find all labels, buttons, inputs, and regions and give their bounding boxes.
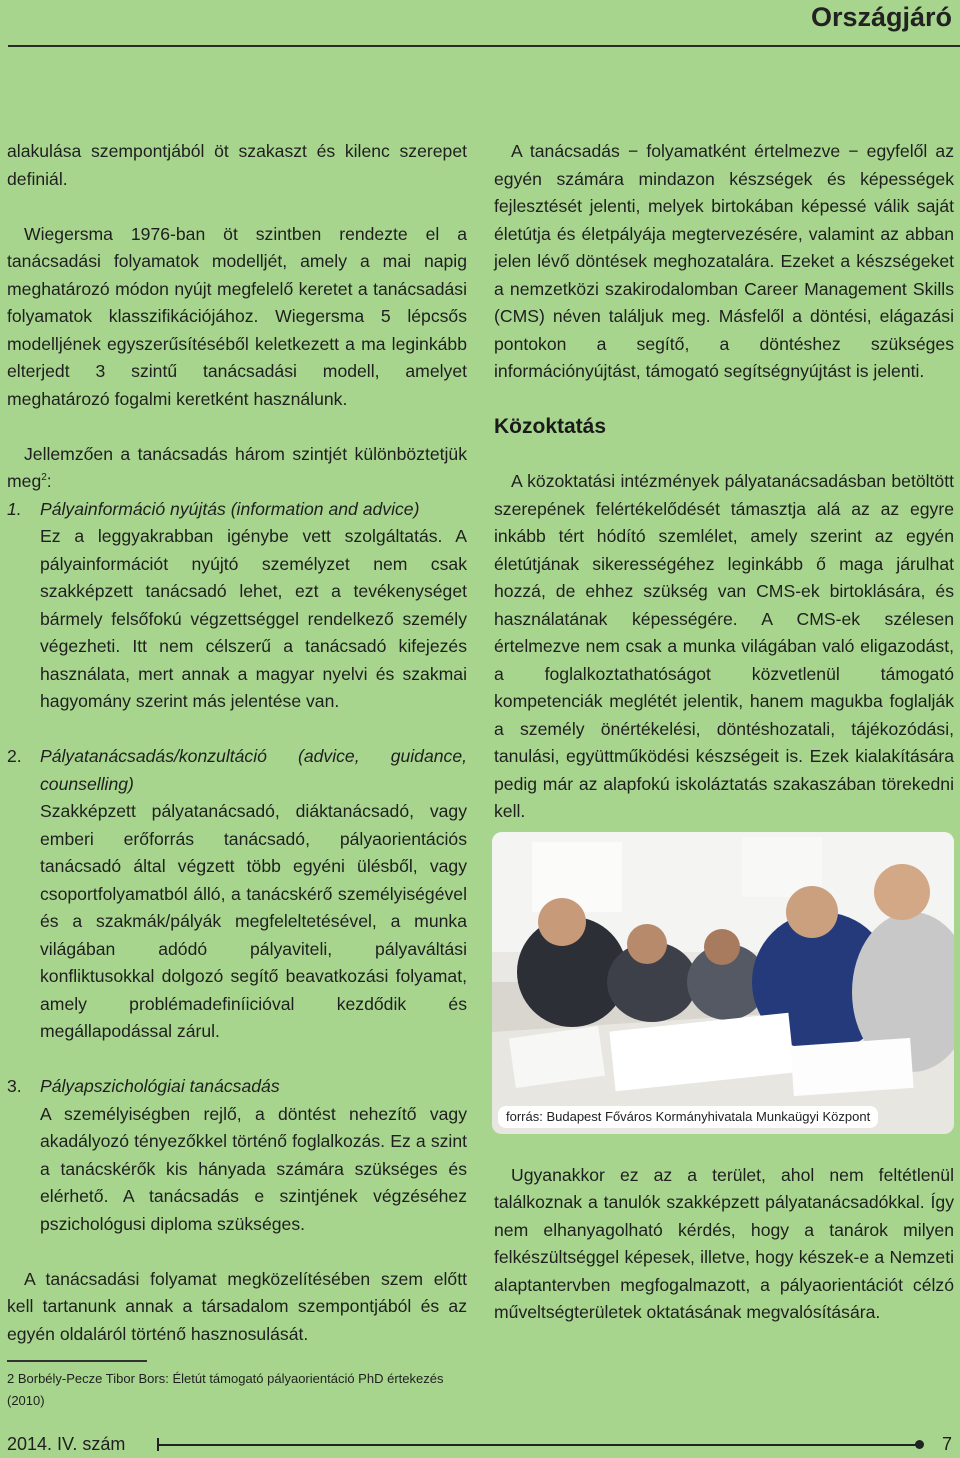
list-item-text: A személyiségben rejlő, a döntést nehezítő vagy akadályozó tényezőkkel történő foglalkozás. Ez a szint a tanácskérők kis hányada számára szükséges és elérhető. A tanácsadás e szintjének végzéséhez pszichológusi diploma szükséges. xyxy=(40,1103,467,1234)
list-item-title: Pályapszichológiai tanácsadás xyxy=(40,1076,280,1096)
list-item-body xyxy=(40,1073,467,1238)
list-item xyxy=(7,743,467,1046)
right-paragraph-3: Ugyanakkor ez az a terület, ahol nem feltétlenül találkoznak a tanulók szakképzett pályatanácsadókkal. Így nem elhanyagolható kérdés, hogy a tanárok milyen felkészültséggel képesek, illetve, hogy készek-e a Nemzeti alaptantervben megfogalmazott, a pályaorientációt célzó műveltségterületek oktatásának megvalósítására. xyxy=(494,1164,954,1322)
list-item-number: 2. xyxy=(7,746,22,766)
right-paragraph-2: A közoktatási intézmények pályatanácsadásban betöltött szerepének felértékelődését támasztja alá az az egyre inkább tért hódító szemlélet, amely szerint az egyén életútjának sikerességéhez leginkább ő maga járulhat hozzá, de ehhez szükség van CMS-ek birtoklására, és használatának képességére. A CMS-ek szélesen értelmezve nem csak a munka világában való eligazodást, a foglalkoztathatóságot közvetlenül támogató kompetenciák meglétét jelentik, hanem magukba foglalják a személy önértékelési, döntéshozatali, tájékozódási, tanulási, együttműködési készségeit is. Ezek kialakítására pedig már az alapfokú iskoláztatás szakaszában törekedni kell. xyxy=(494,471,954,821)
list-item-text: Ez a leggyakrabban igénybe vett szolgáltatás. A pályainformációt nyújtó személyzet nem csak szakképzett tanácsadó lehet, ezt a tevékenységet bármely felsőfokú végzettséggel rendelkező személy végezheti. Itt nem célszerű a tanácsadó kifejezés használata, mert annak a magyar nyelvi és szakmai hagyomány szerint más jelentése van. xyxy=(40,526,467,711)
page-footer xyxy=(7,1433,952,1455)
left-paragraph-4: A tanácsadási folyamat megközelítésében szem előtt kell tartanunk annak a társadalom szempontjából és az egyén oldaláról történő hasznosulását. xyxy=(7,1268,467,1344)
section-title: Országjáró xyxy=(810,2,952,32)
section-heading: Közoktatás xyxy=(494,415,607,438)
levels-intro-text: Jellemzően a tanácsadás három szintjét különböztetjük meg xyxy=(7,443,467,491)
photo-illustration xyxy=(492,832,954,1134)
footnote-rule xyxy=(7,1360,147,1362)
classroom-photo xyxy=(492,832,954,1134)
list-item-body xyxy=(40,743,467,1046)
page-number: 7 xyxy=(941,1434,952,1454)
list-item-body xyxy=(40,496,467,716)
levels-intro-end: : xyxy=(46,471,52,491)
right-column xyxy=(494,138,954,1354)
left-column xyxy=(7,138,467,1412)
list-item xyxy=(7,496,467,716)
footer-dot xyxy=(915,1440,924,1449)
footnote: 2 Borbély-Pecze Tibor Bors: Életút támogató pályaorientáció PhD értekezés (2010) xyxy=(7,1370,444,1408)
left-paragraph-2: Wiegersma 1976-ban öt szintben rendezte el a tanácsadási folyamatok modelljét, amely a mai napig meghatározó módon nyújt megfelelő keretet a tanácsadási folyamatok klasszifikációjához. Wiegersma 5 lépcsős modelljének egyszerűsítéséből keletkezett a ma leginkább elterjedt 3 szintű tanácsadási modell, amelyet meghatározó fogalmi keretként használunk. xyxy=(7,223,467,409)
list-item-number: 3. xyxy=(7,1076,22,1096)
left-paragraph-1: alakulása szempontjából öt szakaszt és kilenc szerepet definiál. xyxy=(7,141,467,189)
list-item-title: Pályainformáció nyújtás (information and advice) xyxy=(40,498,420,519)
right-paragraph-1: A tanácsadás − folyamatként értelmezve − egyfelől az egyén számára mindazon készségek és képességek fejlesztését jelenti, melyek birtokában képessé válik saját életútja és életpályája megtervezésére, valamint az abban jelen lévő döntések meghozatalára. Ezeket a készségeket a nemzetközi szakirodalomban Career Management Skills (CMS) néven találjuk meg. Másfelől a döntési, elágazási pontokon a segítő, a döntéshez szükséges információnyújtást, támogató segítségnyújtást is jelenti. xyxy=(494,141,954,381)
header-rule xyxy=(8,45,960,47)
list-item xyxy=(7,1073,467,1238)
photo-caption: forrás: Budapest Főváros Kormányhivatala Munkaügyi Központ xyxy=(498,1106,878,1128)
list-item-text: Szakképzett pályatanácsadó, diáktanácsadó, vagy emberi erőforrás tanácsadó, pályaorientációs tanácsadó által végzett több egyéni ülésből, vagy csoportfolyamatból álló, a tanácskérő személyiségével és a szakmák/pályák megfeleltetésével, a munka világában adódó pályaviteli, pályaváltási konfliktusokkal dolgozó segítő beavatkozási folyamat, amely problémadefiníicióval kezdődik és megállapodással zárul. xyxy=(40,801,467,1041)
left-paragraph-3 xyxy=(7,441,467,496)
footnote-ref: 2 xyxy=(41,472,47,484)
issue-label: 2014. IV. szám xyxy=(7,1434,126,1454)
list-item-title: Pályatanácsadás/konzultáció (advice, guidance, counselling) xyxy=(40,746,467,794)
list-item-number: 1. xyxy=(7,498,22,519)
footer-line xyxy=(159,1444,918,1446)
